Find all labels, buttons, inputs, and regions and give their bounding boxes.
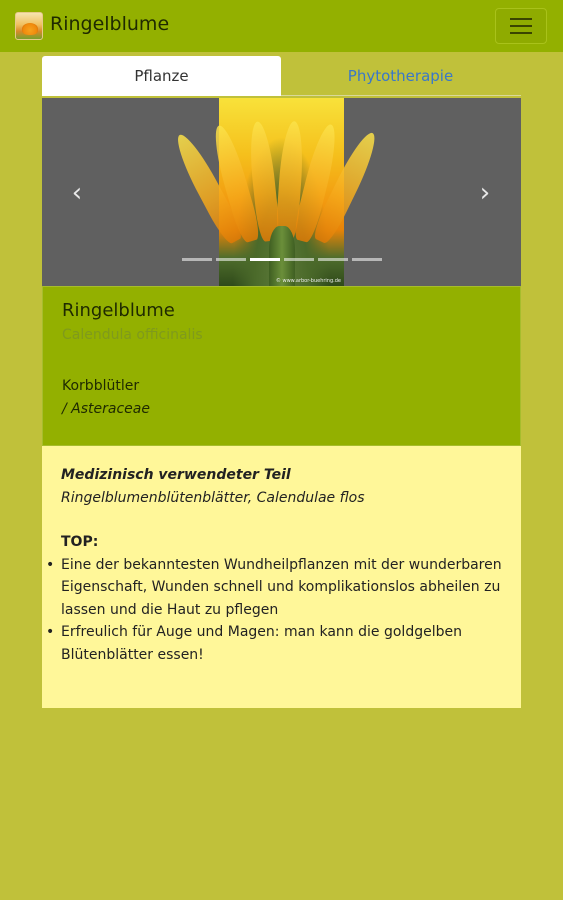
hamburger-icon-line: [510, 18, 532, 20]
carousel-next-arrow-icon[interactable]: ›: [479, 178, 491, 208]
tab-pflanze[interactable]: Pflanze: [42, 56, 281, 96]
plant-family-latin: / Asteraceae: [62, 401, 150, 417]
plant-latin-name: Calendula officinalis: [62, 327, 203, 343]
carousel-indicator-active[interactable]: [250, 258, 280, 261]
hamburger-menu-button[interactable]: [495, 8, 547, 44]
list-item: • Eine der bekanntesten Wundheilpflanzen mit der wunderbaren Eigenschaft, Wunden schnell und komplikationslos abheilen zu lassen und die Haut zu pflegen: [61, 554, 511, 622]
plant-family-german: Korbblütler: [62, 378, 140, 394]
carousel-indicator[interactable]: [182, 258, 212, 261]
hamburger-icon-line: [510, 32, 532, 34]
top-heading: TOP:: [61, 534, 99, 550]
plant-header-card: [42, 286, 521, 446]
plant-name: Ringelblume: [62, 300, 175, 321]
calendula-app-icon: [15, 12, 43, 40]
medicinal-part-text: Ringelblumenblütenblätter, Calendulae flos: [61, 489, 365, 506]
photo-credit: © www.arbor-buehring.de: [275, 278, 341, 284]
top-app-bar: [0, 0, 563, 52]
carousel-indicator[interactable]: [284, 258, 314, 261]
carousel-indicator[interactable]: [318, 258, 348, 261]
carousel-indicators: [182, 258, 382, 262]
hamburger-icon-line: [510, 25, 532, 27]
tab-phytotherapie[interactable]: Phytotherapie: [347, 67, 454, 85]
plant-info-card: [42, 446, 521, 708]
carousel-prev-arrow-icon[interactable]: ‹: [71, 178, 83, 208]
top-bullet-list: [61, 554, 511, 667]
image-carousel[interactable]: [42, 98, 521, 286]
carousel-indicator[interactable]: [352, 258, 382, 261]
list-item: • Erfreulich für Auge und Magen: man kann die goldgelben Blütenblätter essen!: [61, 621, 511, 666]
tab-bar: [42, 56, 521, 96]
app-title: Ringelblume: [50, 13, 170, 35]
carousel-indicator[interactable]: [216, 258, 246, 261]
medicinal-part-heading: Medizinisch verwendeter Teil: [61, 467, 291, 483]
